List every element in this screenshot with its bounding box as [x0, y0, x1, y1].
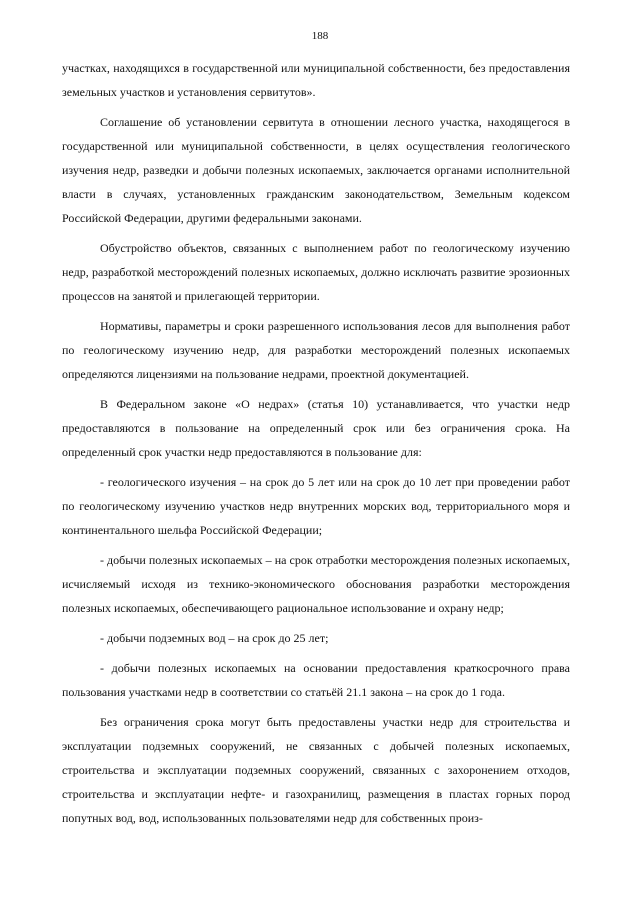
document-body	[62, 56, 570, 836]
paragraph-continuation: участках, находящихся в государственной или муниципальной собственности, без предоставления земельных участков и установления сервитутов».	[62, 61, 570, 99]
paragraph-object-arrangement: Обустройство объектов, связанных с выполнением работ по геологическому изучению недр, разработкой месторождений полезных ископаемых, должно исключать развитие эрозионных процессов на занятой и прилегающей территории.	[62, 241, 570, 303]
list-item-geological-study: - геологического изучения – на срок до 5 лет или на срок до 10 лет при проведении работ по геологическому изучению участков недр внутренних морских вод, территориального моря и континентального шельфа Российской Федерации;	[62, 475, 570, 537]
list-item-groundwater: - добычи подземных вод – на срок до 25 лет;	[100, 631, 329, 645]
paragraph-norms-parameters: Нормативы, параметры и сроки разрешенного использования лесов для выполнения работ по геологическому изучению недр, для разработки месторождений полезных ископаемых определяются лицензиями на пользование недрами, проектной документацией.	[62, 319, 570, 381]
list-item-mineral-extraction: - добычи полезных ископаемых – на срок отработки месторождения полезных ископаемых, исчисляемый исходя из технико-экономического обоснования разработки месторождения полезных ископаемых, обеспечивающего рациональное использование и охрану недр;	[62, 553, 570, 615]
paragraph-servitude-agreement: Соглашение об установлении сервитута в отношении лесного участка, находящегося в государственной или муниципальной собственности, в целях осуществления геологического изучения недр, разведки и добычи полезных ископаемых, заключается органами исполнительной власти в случаях, установленных гражданским законодательством, Земельным кодексом Российской Федерации, другими федеральными законами.	[62, 115, 570, 225]
page-number: 188	[311, 30, 329, 42]
paragraph-federal-law: В Федеральном законе «О недрах» (статья 10) устанавливается, что участки недр предоставляются в пользование на определенный срок или без ограничения срока. На определенный срок участки недр предоставляются в пользование для:	[62, 397, 570, 459]
paragraph-unlimited-term: Без ограничения срока могут быть предоставлены участки недр для строительства и эксплуатации подземных сооружений, не связанных с добычей полезных ископаемых, строительства и эксплуатации подземных сооружений, связанных с захоронением отходов, строительства и эксплуатации нефте- и газохранилищ, размещения в пластах горных пород попутных вод, вод, использованных пользователями недр для собственных произ-	[62, 715, 570, 825]
list-item-short-term-right: - добычи полезных ископаемых на основании предоставления краткосрочного права пользования участками недр в соответствии со статьёй 21.1 закона – на срок до 1 года.	[62, 661, 570, 699]
